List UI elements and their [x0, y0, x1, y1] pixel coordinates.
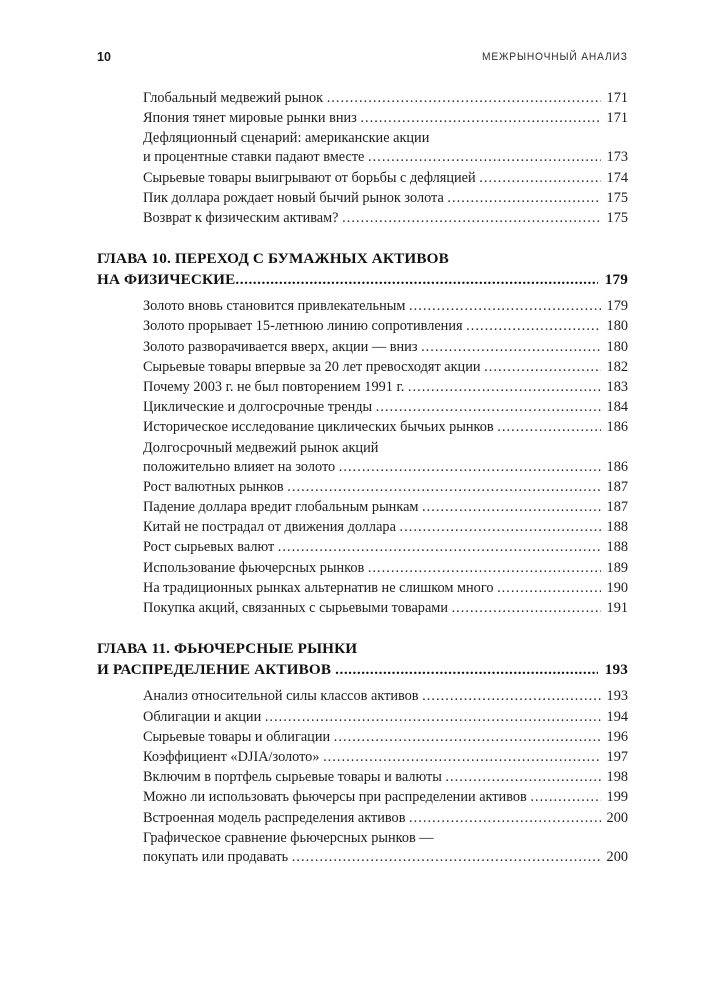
toc-entry-label: Графическое сравнение фьючерсных рынков —	[143, 829, 434, 846]
book-title-header: МЕЖРЫНОЧНЫЙ АНАЛИЗ	[482, 51, 628, 63]
toc-entry[interactable]	[143, 767, 628, 787]
chapter-heading-line	[97, 270, 628, 291]
toc-entry-line	[143, 517, 628, 537]
toc-entry-page-number: 194	[606, 708, 628, 725]
toc-entry-line	[143, 578, 628, 598]
toc-entry[interactable]	[143, 497, 628, 517]
toc-entry-line	[143, 296, 628, 316]
dot-leader	[400, 517, 602, 531]
toc-entry[interactable]	[143, 727, 628, 747]
toc-entry[interactable]	[143, 108, 628, 128]
toc-entry-line	[143, 558, 628, 578]
dot-leader	[292, 847, 601, 861]
toc-entry-line	[143, 747, 628, 767]
toc-entry[interactable]	[143, 208, 628, 228]
toc-entry-label: и процентные ставки падают вместе	[143, 149, 368, 166]
dot-leader	[368, 558, 601, 572]
toc-entry[interactable]	[143, 438, 628, 477]
toc-entry-label: Покупка акций, связанных с сырьевыми товарами	[143, 600, 452, 617]
toc-entry-page-number: 173	[606, 149, 628, 166]
toc-entry[interactable]	[143, 686, 628, 706]
dot-leader	[445, 767, 601, 781]
toc-entry-page-number: 182	[606, 358, 628, 375]
toc-entry-page-number: 193	[606, 688, 628, 705]
toc-entry-line	[143, 377, 628, 397]
toc-entry-page-number: 188	[606, 519, 628, 536]
toc-entry-line	[143, 357, 628, 377]
table-of-contents	[97, 88, 628, 867]
toc-entry-line	[143, 188, 628, 208]
chapter-page-number: 179	[604, 270, 628, 288]
toc-entry-label: Можно ли использовать фьючерсы при распределении активов	[143, 789, 531, 806]
toc-entry-line	[143, 767, 628, 787]
toc-entry-line	[143, 316, 628, 336]
dot-leader	[530, 787, 601, 801]
toc-entry-page-number: 180	[606, 318, 628, 335]
toc-entry[interactable]	[143, 337, 628, 357]
chapter-page-number: 193	[604, 660, 628, 678]
toc-entry-page-number: 175	[606, 189, 628, 206]
toc-entry-line	[143, 397, 628, 417]
chapter-heading-label: НА ФИЗИЧЕСКИЕ	[97, 270, 236, 288]
toc-entry-line	[143, 208, 628, 228]
toc-entry-line	[143, 598, 628, 618]
dot-leader	[497, 417, 601, 431]
toc-entry-line	[143, 438, 628, 458]
toc-entry-line	[143, 686, 628, 706]
chapter-heading-line: ГЛАВА 10. ПЕРЕХОД С БУМАЖНЫХ АКТИВОВ	[97, 250, 449, 268]
toc-entry[interactable]	[143, 168, 628, 188]
toc-entry-page-number: 183	[606, 379, 628, 396]
toc-group-chapter-entries	[97, 686, 628, 867]
toc-entry-line	[143, 828, 628, 848]
toc-entry-page-number: 174	[606, 169, 628, 186]
toc-group-leading	[97, 88, 628, 228]
chapter-heading-line: ГЛАВА 11. ФЬЮЧЕРСНЫЕ РЫНКИ	[97, 640, 358, 658]
toc-entry-label: положительно влияет на золото	[143, 458, 339, 475]
toc-entry-page-number: 184	[606, 399, 628, 416]
toc-entry-label: Сырьевые товары и облигации	[143, 728, 334, 745]
chapter-spacer-above	[97, 618, 628, 639]
toc-entry[interactable]	[143, 296, 628, 316]
toc-entry-line	[143, 707, 628, 727]
toc-entry[interactable]	[143, 397, 628, 417]
toc-entry-page-number: 200	[606, 809, 628, 826]
toc-entry[interactable]	[143, 828, 628, 867]
dot-leader	[287, 477, 601, 491]
toc-entry-label: Дефляционный сценарий: американские акции	[143, 130, 430, 147]
toc-entry-line	[143, 847, 628, 867]
dot-leader	[466, 316, 601, 330]
toc-entry-page-number: 196	[606, 728, 628, 745]
dot-leader	[342, 208, 601, 222]
toc-entry[interactable]	[143, 517, 628, 537]
toc-entry-page-number: 198	[606, 769, 628, 786]
toc-entry-line	[143, 497, 628, 517]
dot-leader	[422, 686, 601, 700]
toc-entry-page-number: 186	[606, 458, 628, 475]
toc-entry-page-number: 190	[606, 579, 628, 596]
toc-entry-page-number: 171	[606, 110, 628, 127]
toc-entry-label: Рост сырьевых валют	[143, 539, 278, 556]
dot-leader	[368, 147, 601, 161]
toc-entry[interactable]	[143, 128, 628, 167]
dot-leader	[334, 727, 601, 741]
toc-entry-page-number: 191	[606, 600, 628, 617]
dot-leader	[497, 578, 601, 592]
dot-leader	[421, 337, 601, 351]
toc-entry[interactable]	[143, 808, 628, 828]
toc-entry-label: Глобальный медвежий рынок	[143, 90, 327, 106]
toc-entry[interactable]	[143, 477, 628, 497]
dot-leader	[408, 377, 601, 391]
toc-entry-line	[143, 88, 628, 108]
toc-group-chapter-entries	[97, 296, 628, 618]
toc-entry-label: Анализ относительной силы классов активов	[143, 688, 423, 705]
toc-entry[interactable]	[143, 558, 628, 578]
toc-entry-label: Рост валютных рынков	[143, 478, 288, 495]
dot-leader	[452, 598, 601, 612]
toc-entry-line	[143, 727, 628, 747]
toc-entry[interactable]	[143, 578, 628, 598]
toc-entry-label: Включим в портфель сырьевые товары и валюты	[143, 769, 446, 786]
toc-entry-page-number: 189	[606, 559, 628, 576]
toc-entry-label: На традиционных рынках альтернатив не слишком много	[143, 579, 498, 596]
toc-entry-page-number: 171	[606, 90, 628, 106]
chapter-heading[interactable]	[97, 639, 628, 680]
toc-entry-label: Золото прорывает 15-летнюю линию сопротивления	[143, 318, 467, 335]
toc-entry-line	[143, 168, 628, 188]
toc-entry-line	[143, 108, 628, 128]
toc-entry[interactable]	[143, 417, 628, 437]
dot-leader	[235, 270, 598, 285]
running-head	[97, 48, 628, 66]
toc-entry-label: Встроенная модель распределения активов	[143, 809, 410, 826]
dot-leader	[335, 660, 598, 675]
dot-leader	[409, 808, 601, 822]
toc-entry-label: Падение доллара вредит глобальным рынкам	[143, 499, 423, 516]
chapter-heading[interactable]	[97, 249, 628, 290]
toc-entry-page-number: 200	[606, 848, 628, 865]
toc-entry[interactable]	[143, 316, 628, 336]
toc-entry-label: Возврат к физическим активам?	[143, 210, 343, 227]
dot-leader	[278, 537, 601, 551]
toc-entry-label: Долгосрочный медвежий рынок акций	[143, 439, 379, 456]
toc-entry[interactable]	[143, 357, 628, 377]
page-number: 10	[97, 50, 111, 64]
toc-entry-label: Пик доллара рождает новый бычий рынок золота	[143, 189, 448, 206]
toc-entry-line	[143, 537, 628, 557]
toc-entry-page-number: 199	[606, 789, 628, 806]
toc-entry[interactable]	[143, 188, 628, 208]
toc-entry[interactable]	[143, 787, 628, 807]
toc-entry-line	[143, 337, 628, 357]
toc-entry-label: Золото разворачивается вверх, акции — вниз	[143, 338, 422, 355]
toc-entry-line	[143, 477, 628, 497]
toc-entry-line	[143, 147, 628, 167]
toc-entry-label: Китай не пострадал от движения доллара	[143, 519, 400, 536]
dot-leader	[323, 747, 601, 761]
toc-entry-page-number: 175	[606, 210, 628, 227]
toc-entry-label: Почему 2003 г. не был повторением 1991 г.	[143, 379, 408, 396]
dot-leader	[447, 188, 601, 202]
toc-entry[interactable]	[143, 537, 628, 557]
dot-leader	[422, 497, 601, 511]
dot-leader	[339, 457, 601, 471]
dot-leader	[479, 168, 601, 182]
dot-leader	[327, 88, 601, 102]
toc-entry[interactable]	[143, 598, 628, 618]
toc-entry-page-number: 187	[606, 499, 628, 516]
toc-entry-label: Коэффициент «DJIA/золото»	[143, 748, 324, 765]
toc-entry-page-number: 188	[606, 539, 628, 556]
toc-entry[interactable]	[143, 88, 628, 108]
toc-entry-line	[143, 457, 628, 477]
toc-entry-label: Сырьевые товары выигрывают от борьбы с дефляцией	[143, 169, 480, 186]
dot-leader	[409, 296, 601, 310]
toc-entry-page-number: 186	[606, 419, 628, 436]
chapter-heading-line	[97, 660, 628, 681]
toc-entry-line	[143, 128, 628, 148]
toc-entry-label: Историческое исследование циклических бычьих рынков	[143, 419, 498, 436]
toc-entry-label: Золото вновь становится привлекательным	[143, 298, 409, 315]
dot-leader	[376, 397, 601, 411]
toc-entry-line	[143, 787, 628, 807]
toc-entry-label: Сырьевые товары впервые за 20 лет превосходят акции	[143, 358, 485, 375]
dot-leader	[360, 108, 601, 122]
toc-entry-label: Япония тянет мировые рынки вниз	[143, 110, 361, 127]
toc-entry-label: покупать или продавать	[143, 848, 292, 865]
toc-entry-line	[143, 808, 628, 828]
dot-leader	[265, 707, 601, 721]
toc-entry-page-number: 197	[606, 748, 628, 765]
toc-entry-label: Циклические и долгосрочные тренды	[143, 399, 376, 416]
toc-entry-page-number: 179	[606, 298, 628, 315]
chapter-spacer-above	[97, 228, 628, 249]
chapter-heading-label: И РАСПРЕДЕЛЕНИЕ АКТИВОВ	[97, 660, 336, 678]
toc-entry-line	[143, 417, 628, 437]
toc-entry-page-number: 180	[606, 338, 628, 355]
toc-entry-label: Использование фьючерсных рынков	[143, 559, 368, 576]
dot-leader	[484, 357, 601, 371]
toc-entry[interactable]	[143, 707, 628, 727]
toc-entry[interactable]	[143, 747, 628, 767]
toc-entry-page-number: 187	[606, 478, 628, 495]
toc-entry-label: Облигации и акции	[143, 708, 265, 725]
toc-entry[interactable]	[143, 377, 628, 397]
